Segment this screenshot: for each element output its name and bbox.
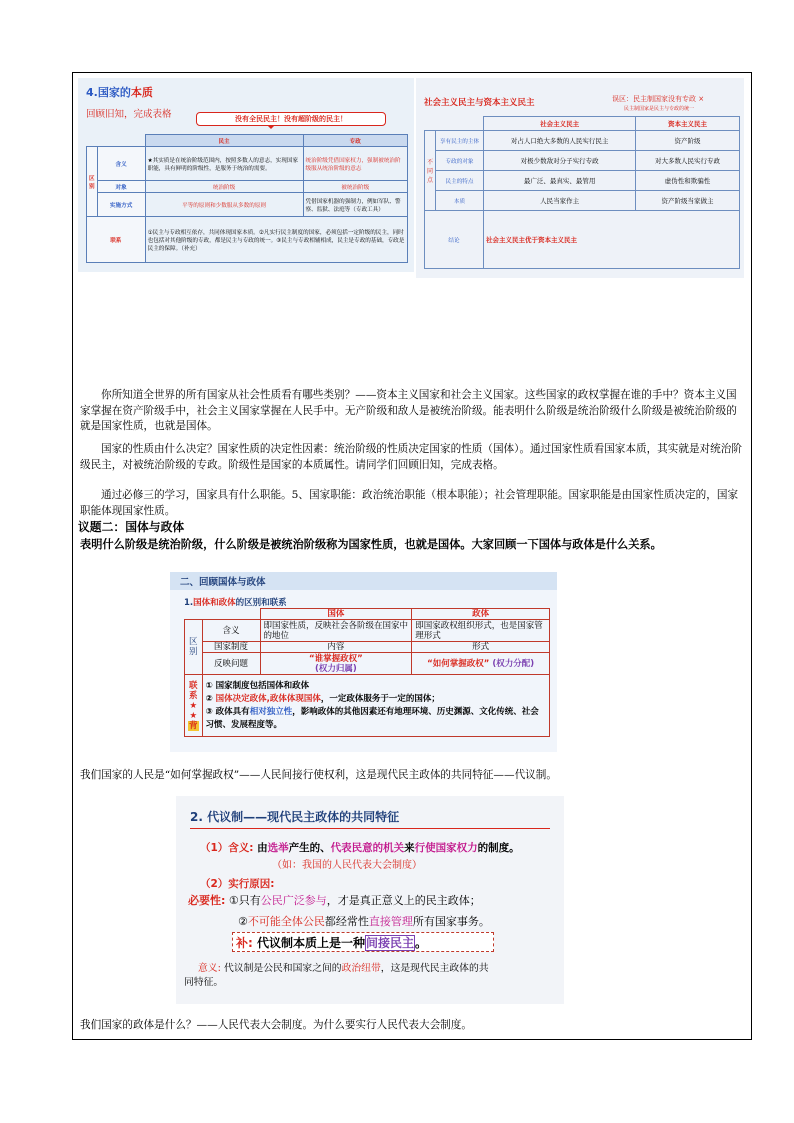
- slide-title: 4.国家的本质: [86, 86, 153, 99]
- cell-socialist: 人民当家作主: [484, 191, 636, 211]
- democracy-dictatorship-table: [86, 134, 408, 263]
- supplement-line: 补: 代议制本质上是一种间接民主。: [236, 936, 428, 950]
- slide-title: 二、回顾国体与政体: [180, 577, 266, 588]
- slide-subtitle: 回顾旧知，完成表格: [86, 109, 172, 120]
- cell-socialist: 最广泛、最真实、最管用: [484, 171, 636, 191]
- cell-capitalist: 虚伪性和欺骗性: [636, 171, 740, 191]
- definition-line: （1）含义: 由选举产生的、代表民意的机关来行使国家权力的制度。: [200, 842, 520, 854]
- row-label: 民主的特点: [436, 171, 484, 191]
- row-label-meaning: 含义: [97, 147, 145, 181]
- callout-bubble: 没有全民民主！没有超阶级的民主！: [196, 112, 386, 126]
- state-regime-table: [184, 608, 550, 737]
- row-label: 享有民主的主体: [436, 131, 484, 151]
- cell-capitalist: 对大多数人民实行专政: [636, 151, 740, 171]
- cell-issue-regime: “如何掌握政权” (权力分配): [412, 653, 550, 675]
- cell-capitalist: 资产阶级当家做主: [636, 191, 740, 211]
- reason-label: （2）实行原因:: [200, 878, 275, 890]
- col-header-socialist: 社会主义民主: [484, 117, 636, 131]
- significance-line-1: 意义: 代议制是公民和国家之间的政治纽带，这是现代民主政体的共: [198, 963, 489, 974]
- paragraph-6: 我们国家的政体是什么？——人民代表大会制度。为什么要实行人民代表大会制度。: [80, 1019, 472, 1031]
- cell-target-dictatorship: 被统治阶级: [303, 181, 408, 193]
- definition-example: （如：我国的人民代表大会制度）: [272, 860, 422, 871]
- cell-meaning-democracy: ★其实质是在统治阶级范围内，按照多数人的意志，实现国家职能，具有鲜明的阶级性，是服务于统治的需要。: [145, 147, 303, 181]
- slide-state-nature: [78, 78, 414, 272]
- title-divider: [190, 828, 550, 829]
- col-header-regime: 政体: [412, 609, 550, 620]
- paragraph-5: 我们国家的人民是“如何掌握政权”——人民间接行使权利，这是现代民主政体的共同特征——代议制。: [80, 769, 557, 781]
- recite-badge: 背: [189, 720, 198, 731]
- row-label: 专政的对象: [436, 151, 484, 171]
- row-group-difference: 区别: [87, 147, 98, 217]
- democracy-compare-table: [424, 116, 740, 269]
- col-header-state-system: 国体: [260, 609, 412, 620]
- cell-socialist: 对占人口绝大多数的人民实行民主: [484, 131, 636, 151]
- col-header-dictatorship: 专政: [303, 135, 408, 147]
- cell-socialist: 对极少数敌对分子实行专政: [484, 151, 636, 171]
- row-group-difference: 区别: [185, 620, 203, 675]
- cell-system-state: 内容: [260, 642, 412, 653]
- row-group-differences: 不同点: [425, 131, 436, 211]
- row-label-relation: 联系: [87, 217, 146, 263]
- cell-system-regime: 形式: [412, 642, 550, 653]
- cell-issue-state: “谁掌握政权” (权力归属): [260, 653, 412, 675]
- row-label-meaning: 含义: [202, 620, 260, 642]
- row-label-method: 实施方式: [97, 193, 145, 217]
- slide-title: 2. 代议制——现代民主政体的共同特征: [190, 810, 400, 824]
- cell-relation: ① 国家制度包括国体和政体 ② 国体决定政体,政体体现国体，一定政体服务于一定的国体； ③ 政体具有相对独立性，影响政体的其他因素还有地理环境、历史渊源、文化传统、社会习惯、发展程度等。: [202, 675, 549, 737]
- significance-line-2: 同特征。: [184, 977, 224, 988]
- slide-title: 社会主义民主与资本主义民主: [424, 98, 535, 108]
- cell-conclusion: 社会主义民主优于资本主义民主: [484, 211, 740, 269]
- paragraph-3: 通过必修三的学习，国家具有什么职能。5、国家职能：政治统治职能（根本职能）；社会管理职能。国家职能是由国家性质决定的，国家职能体现国家性质。: [80, 489, 739, 517]
- cell-method-dictatorship: 凭借国家机器的强制力，例如军队、警察、监狱、法庭等（专政工具）: [303, 193, 408, 217]
- row-label: 本质: [436, 191, 484, 211]
- cell-target-democracy: 统治阶级: [145, 181, 303, 193]
- cell-meaning-regime: 即国家政权组织形式，也是国家管理形式: [412, 620, 550, 642]
- paragraph-1: 你所知道全世界的所有国家从社会性质看有哪些类别？——资本主义国家和社会主义国家。这些国家的政权掌握在谁的手中？资本主义国家掌握在资产阶级手中，社会主义国家掌握在人民手中。无产阶级和敌人是被统治阶级。能表明什么阶级是统治阶级什么阶级是被统治阶级的就是国家性质，也就是国体。: [80, 389, 737, 433]
- cell-method-democracy: 平等的原则和少数服从多数的原则: [145, 193, 303, 217]
- paragraph-2: 国家的性质由什么决定？国家性质的决定性因素：统治阶级的性质决定国家的性质（国体）。通过国家性质看国家本质，其实就是对统治阶级民主，对被统治阶级的专政。阶级性是国家的本质属性。请同学们回顾旧知，完成表格。: [80, 443, 742, 471]
- necessity-line-2: ②不可能全体公民都经常性直接管理所有国家事务。: [238, 915, 490, 928]
- row-label-issue: 反映问题: [202, 653, 260, 675]
- paragraph-4: 表明什么阶级是统治阶级，什么阶级是被统治阶级称为国家性质，也就是国体。大家回顾一下国体与政体是什么关系。: [80, 538, 662, 551]
- misconception-note: 误区：民主制国家没有专政 ×: [612, 95, 705, 103]
- slide-state-regime: [170, 572, 557, 752]
- cell-relation: ①民主与专政相互依存，共同体现国家本质。②凡实行民主制度的国家，必须包括一定阶级的民主，同时也包括对其他阶级的专政，都是民主与专政的统一。③民主与专政相辅相成，民主是专政的基础，专政是民主的保障。（补充）: [145, 217, 407, 263]
- slide-representative-system: [176, 796, 564, 1004]
- cell-meaning-dictatorship: 统治阶级凭借国家权力，强制被统治阶级服从统治阶级的意志: [303, 147, 408, 181]
- cell-capitalist: 资产阶级: [636, 131, 740, 151]
- row-label-target: 对象: [97, 181, 145, 193]
- slide-democracy-compare: [416, 78, 744, 278]
- misconception-subnote: 民主制国家是民主与专政的统一: [624, 106, 695, 112]
- row-label-conclusion: 结论: [425, 211, 484, 269]
- row-group-relation: 联 系 ★ ★ 背: [185, 675, 203, 737]
- cell-meaning-state: 即国家性质，反映社会各阶级在国家中的地位: [260, 620, 412, 642]
- row-label-system: 国家制度: [202, 642, 260, 653]
- section-heading: 议题二：国体与政体: [78, 520, 185, 534]
- col-header-capitalist: 资本主义民主: [636, 117, 740, 131]
- slide-subtitle: 1.国体和政体的区别和联系: [184, 598, 287, 608]
- necessity-line-1: 必要性: ①只有公民广泛参与，才是真正意义上的民主政体；: [188, 894, 481, 907]
- col-header-democracy: 民主: [145, 135, 303, 147]
